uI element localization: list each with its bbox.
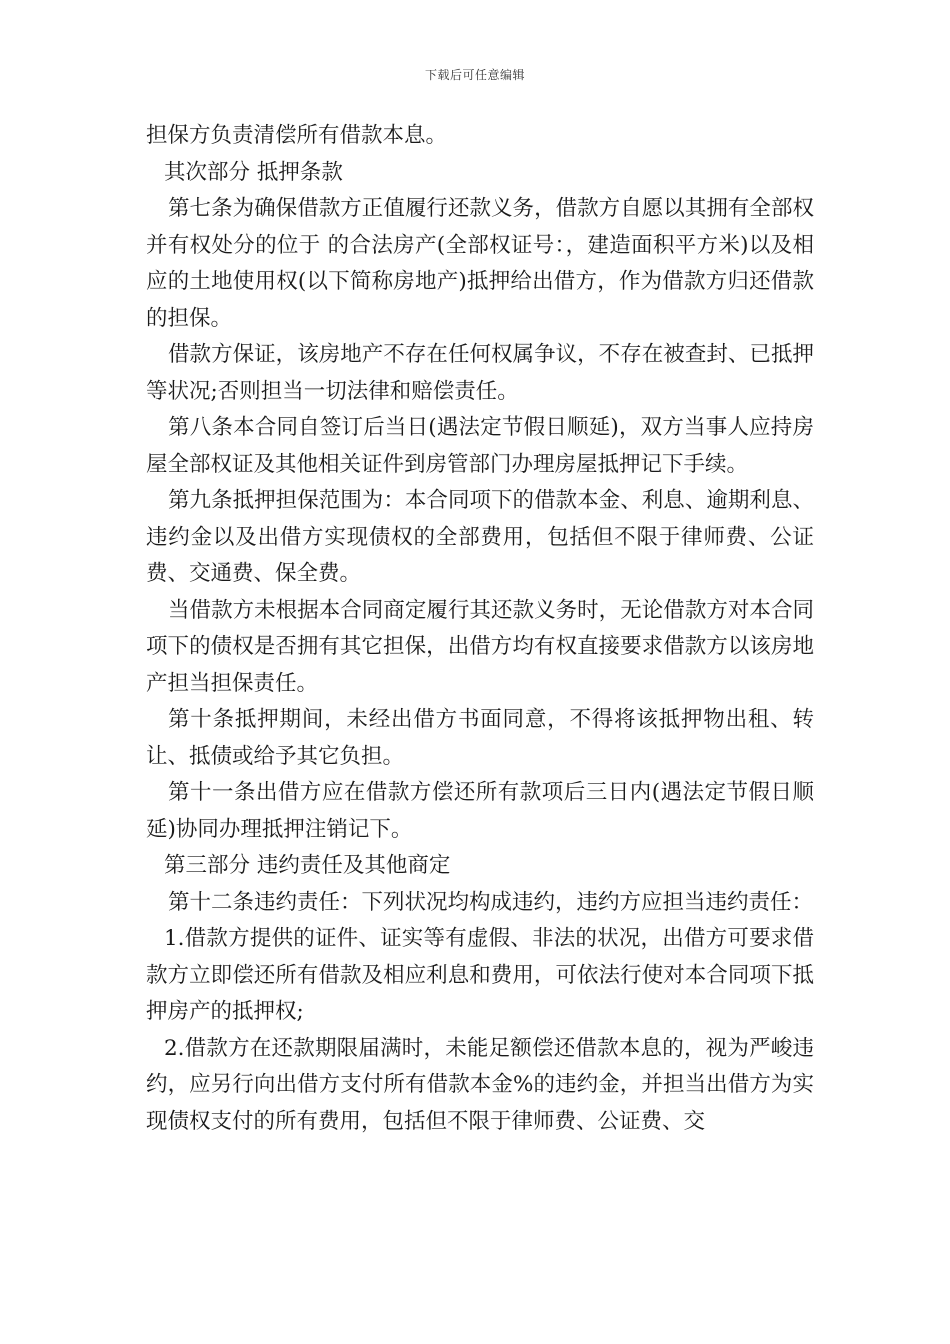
page-header: 下载后可任意编辑	[424, 68, 525, 82]
clause-7: 第七条为确保借款方正值履行还款义务，借款方自愿以其拥有全部权并有权处分的位于 的合法房产(全部权证号：，建造面积平方米)以及相应的土地使用权(以下简称房地产)抵押给出借方，作为借款方归还借款的担保。	[146, 196, 814, 331]
section-heading-part-two: 其次部分 抵押条款	[164, 159, 343, 185]
clause-12-item-1: 1.借款方提供的证件、证实等有虚假、非法的状况，出借方可要求借款方立即偿还所有借款及相应利息和费用，可依法行使对本合同项下抵押房产的抵押权;	[146, 926, 814, 1024]
clause-9: 第九条抵押担保范围为：本合同项下的借款本金、利息、逾期利息、违约金以及出借方实现债权的全部费用，包括但不限于律师费、公证费、交通费、保全费。	[146, 488, 814, 586]
section-heading-part-three: 第三部分 违约责任及其他商定	[164, 853, 451, 878]
clause-12: 第十二条违约责任：下列状况均构成违约，违约方应担当违约责任：	[168, 889, 814, 915]
clause-9-continuation: 当借款方未根据本合同商定履行其还款义务时，无论借款方对本合同项下的债权是否拥有其它担保，出借方均有权直接要求借款方以该房地产担当担保责任。	[146, 597, 814, 696]
clause-8: 第八条本合同自签订后当日(遇法定节假日顺延)，双方当事人应持房屋全部权证及其他相关证件到房管部门办理房屋抵押记下手续。	[146, 415, 814, 477]
clause-10: 第十条抵押期间，未经出借方书面同意，不得将该抵押物出租、转让、抵债或给予其它负担。	[146, 707, 814, 769]
paragraph-continuation: 担保方负责清偿所有借款本息。	[146, 123, 448, 148]
document-body	[146, 118, 814, 1140]
borrower-guarantee-paragraph: 借款方保证，该房地产不存在任何权属争议，不存在被查封、已抵押等状况;否则担当一切法律和赔偿责任。	[146, 342, 814, 404]
clause-12-item-2: 2.借款方在还款期限届满时，未能足额偿还借款本息的，视为严峻违约，应另行向出借方支付所有借款本金%的违约金，并担当出借方为实现债权支付的所有费用，包括但不限于律师费、公证费、交	[146, 1035, 814, 1134]
clause-11: 第十一条出借方应在借款方偿还所有款项后三日内(遇法定节假日顺延)协同办理抵押注销记下。	[146, 780, 814, 842]
